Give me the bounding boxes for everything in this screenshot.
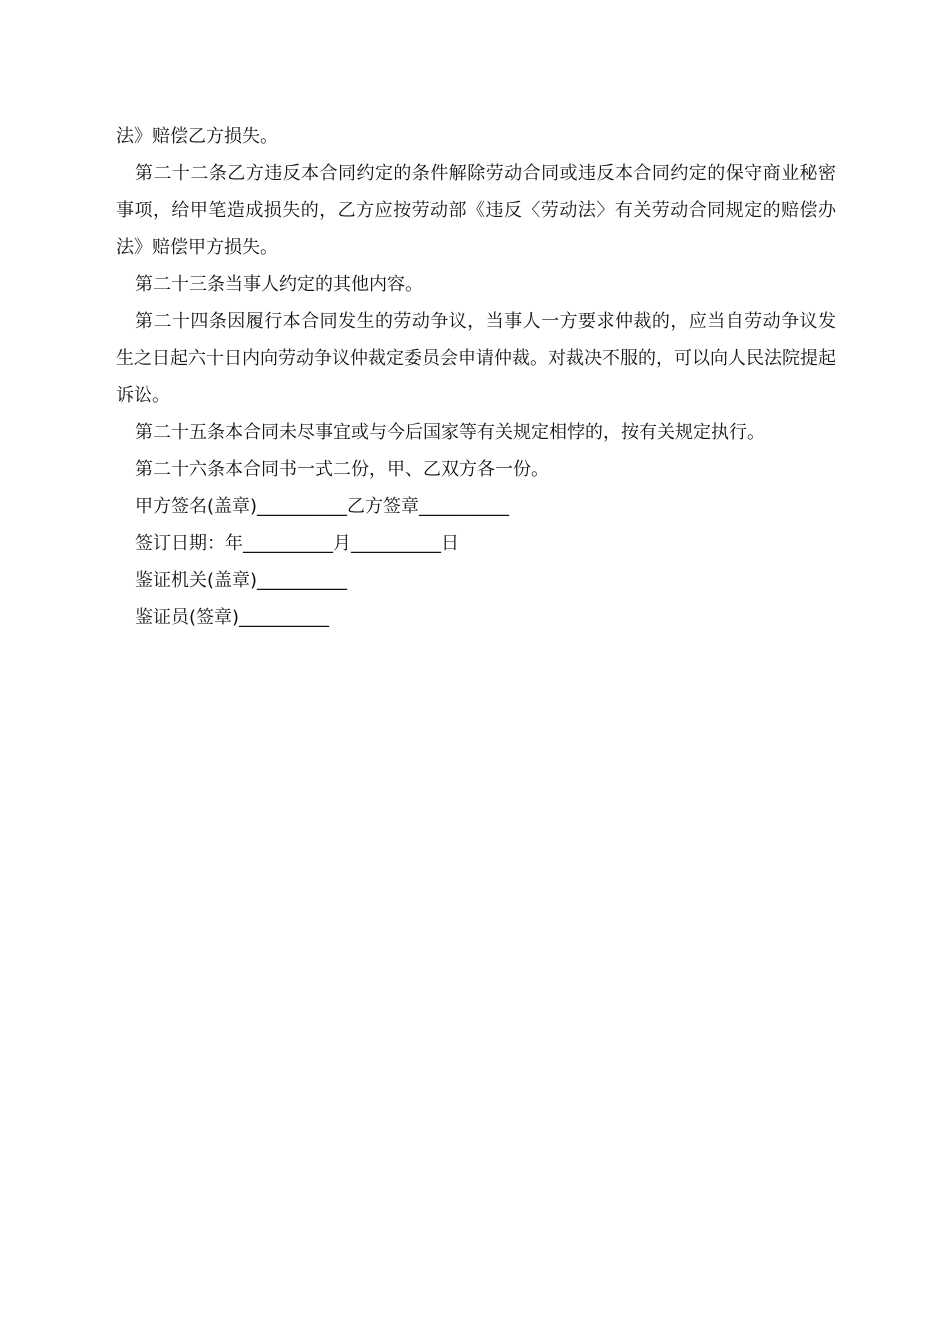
attestation-authority-line: 鉴证机关(盖章)__________ bbox=[135, 570, 348, 591]
paragraph-continuation: 法》赔偿乙方损失。 bbox=[116, 126, 278, 147]
paragraph-article-25: 第二十五条本合同未尽事宜或与今后国家等有关规定相悖的，按有关规定执行。 bbox=[135, 422, 765, 443]
signature-line-parties: 甲方签名(盖章)__________乙方签章__________ bbox=[135, 496, 510, 517]
attestor-signature-line: 鉴证员(签章)__________ bbox=[135, 607, 330, 628]
signing-date-line: 签订日期：年__________月__________日 bbox=[135, 533, 459, 554]
paragraph-article-26: 第二十六条本合同书一式二份，甲、乙双方各一份。 bbox=[135, 459, 549, 480]
paragraph-article-24: 第二十四条因履行本合同发生的劳动争议，当事人一方要求仲裁的，应当自劳动争议发生之日起六十日内向劳动争议仲裁定委员会申请仲裁。对裁决不服的，可以向人民法院提起诉讼。 bbox=[116, 311, 836, 406]
paragraph-article-22: 第二十二条乙方违反本合同约定的条件解除劳动合同或违反本合同约定的保守商业秘密事项，给甲笔造成损失的，乙方应按劳动部《违反〈劳动法〉有关劳动合同规定的赔偿办法》赔偿甲方损失。 bbox=[116, 163, 836, 258]
document-page bbox=[116, 118, 836, 636]
paragraph-article-23: 第二十三条当事人约定的其他内容。 bbox=[135, 274, 423, 295]
